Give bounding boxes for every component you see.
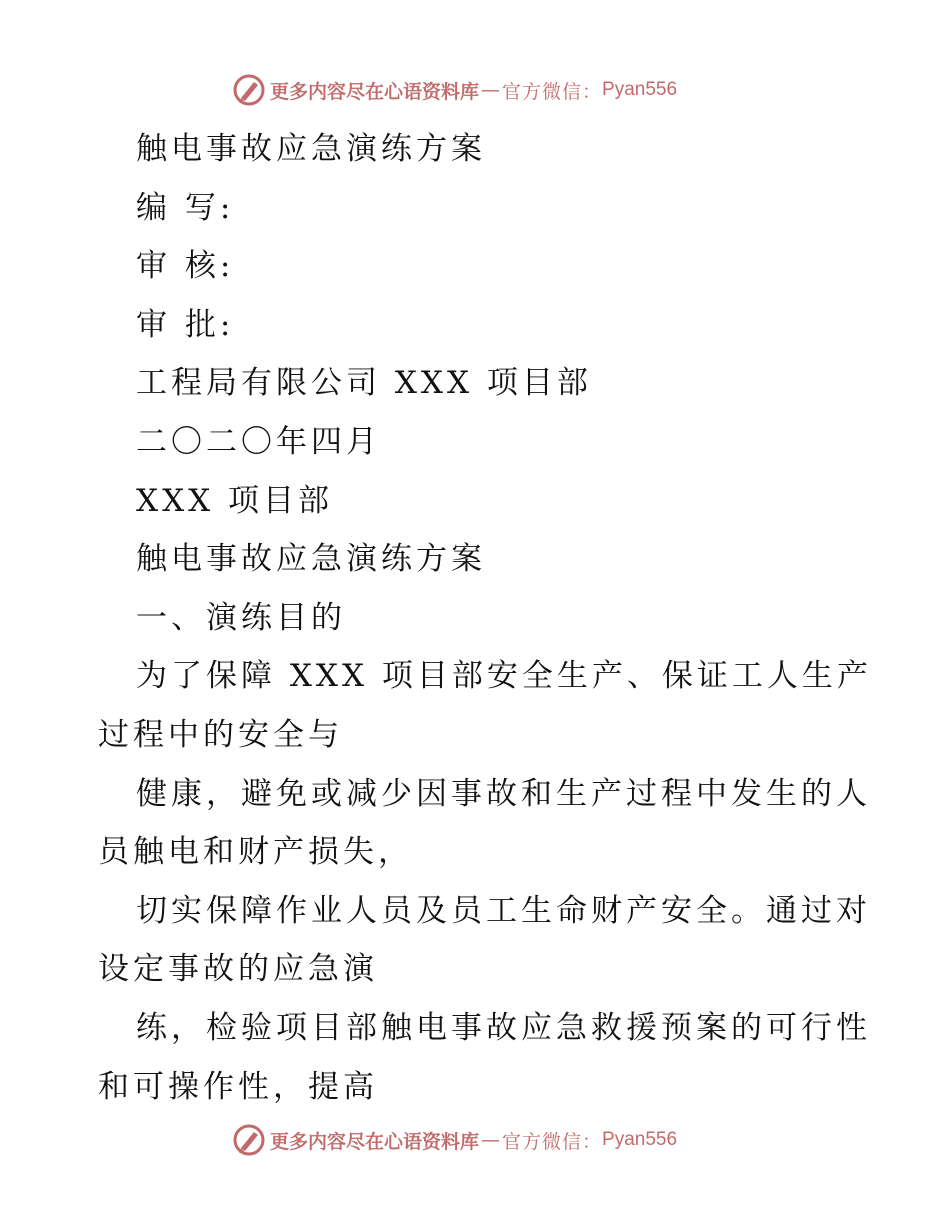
watermark-label: 官方微信：: [502, 80, 603, 103]
pen-logo-icon: [232, 73, 266, 107]
pen-logo-icon: [232, 1123, 266, 1157]
watermark-account: Pyan556: [602, 1129, 678, 1150]
document-line: 编 写:: [136, 189, 235, 226]
document-line: 练，检验项目部触电事故应急救援预案的可行性: [136, 1009, 871, 1046]
document-line: 为了保障 XXX 项目部安全生产、保证工人生产: [136, 658, 872, 695]
document-body: [98, 120, 878, 1116]
document-line: 过程中的安全与: [98, 716, 343, 753]
document-line: 和可操作性，提高: [98, 1068, 378, 1105]
document-line: 健康，避免或减少因事故和生产过程中发生的人: [136, 775, 871, 812]
watermark-account: Pyan556: [602, 79, 678, 100]
watermark-label: 官方微信：: [502, 1130, 603, 1153]
document-line: XXX 项目部: [136, 482, 334, 519]
footer-watermark: [232, 1122, 677, 1158]
document-line: 员触电和财产损失，: [98, 834, 413, 871]
document-line: 审 核:: [136, 248, 235, 285]
watermark-brand: 更多内容尽在心语资料库: [270, 80, 480, 103]
document-line: 触电事故应急演练方案: [136, 541, 486, 578]
document-line: 二〇二〇年四月: [136, 423, 381, 460]
document-line: 工程局有限公司 XXX 项目部: [136, 365, 592, 402]
document-line: 设定事故的应急演: [98, 951, 378, 988]
document-line: 一、演练目的: [136, 599, 346, 636]
header-watermark: [232, 72, 677, 108]
document-line: 切实保障作业人员及员工生命财产安全。通过对: [136, 892, 871, 929]
watermark-brand: 更多内容尽在心语资料库: [270, 1130, 480, 1153]
document-line: 审 批:: [136, 306, 235, 343]
watermark-separator: —: [481, 79, 501, 101]
watermark-separator: —: [481, 1129, 501, 1151]
document-line: 触电事故应急演练方案: [136, 131, 486, 167]
